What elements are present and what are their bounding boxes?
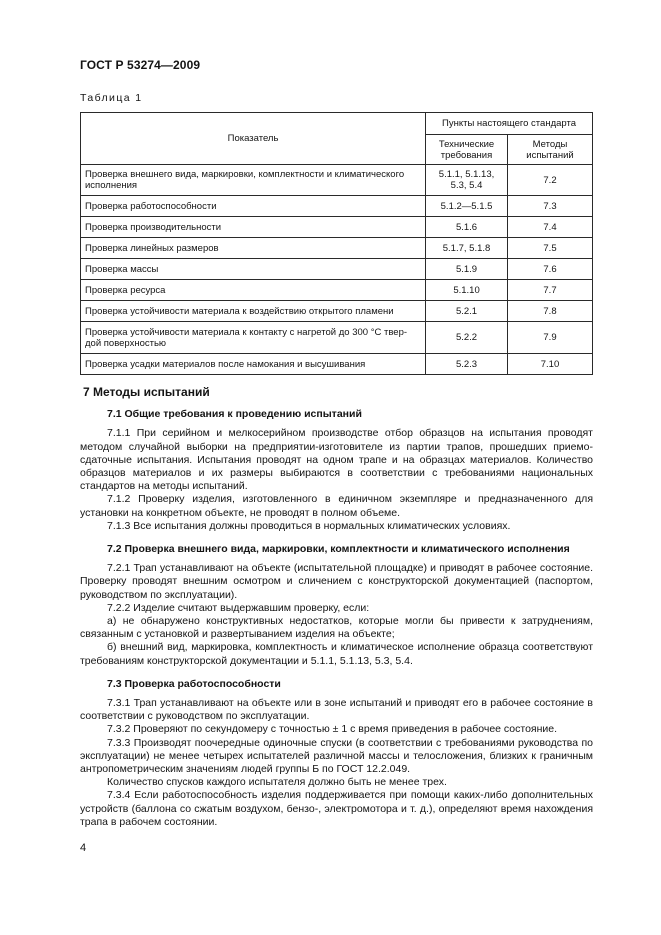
paragraph-7-2-2-b: б) внешний вид, маркировка, комплектность и климатическое исполнение образца соответствуют требованиям конструкторской документации и 5.1.1, 5.1.13, 5.3, 5.4. [80,641,593,667]
table-caption: Таблица 1 [80,92,143,104]
row-name: Проверка устойчивости материала к воздействию открытого пламени [81,301,426,322]
row-requirements: 5.2.1 [426,301,508,322]
row-method: 7.6 [508,259,593,280]
paragraph-7-2-2: 7.2.2 Изделие считают выдержавшим проверку, если: [107,601,370,614]
paragraph-7-3-3: 7.3.3 Производят поочередные одиночные спуски (в соответствии с требованиями руководства по эксплуатации) не менее четырех испытателей различной массы и телосложения, близких к граничным антропометрическим значениям людей группы Б по ГОСТ 12.2.049. [80,736,593,776]
table-row [81,322,593,354]
row-requirements: 5.1.1, 5.1.13, 5.3, 5.4 [426,165,508,196]
table-row [81,280,593,301]
row-requirements: 5.1.9 [426,259,508,280]
table-row [81,259,593,280]
row-requirements: 5.1.10 [426,280,508,301]
paragraph-7-1-1: 7.1.1 При серийном и мелкосерийном производстве отбор образцов на испытания проводят методом случайной выборки на предприятии-изготовителе из партии трапов, прошедших приемо-сдаточные испытания. Испытания проводят на одном трапе и на образцах материалов. Количество образцов материалов и их размеры выбираются в соответствии с требованиями национальных стандартов на методы испытаний. [80,427,593,493]
paragraph-7-2-1: 7.2.1 Трап устанавливают на объекте (испытательной площадке) и приводят в рабочее состояние. Проверку проводят внешним осмотром и сличением с конструкторской документацией (паспортом, руководством по эксплуатации). [80,562,593,601]
row-name: Проверка усадки материалов после намокания и высушивания [81,354,426,375]
row-requirements: 5.2.2 [426,322,508,354]
table-row [81,196,593,217]
row-method: 7.3 [508,196,593,217]
column-header-methods: Методы испытаний [508,135,593,165]
table-row [81,165,593,196]
row-method: 7.8 [508,301,593,322]
column-header-requirements: Технические требования [426,135,508,165]
paragraph-7-1-3: 7.1.3 Все испытания должны проводиться в нормальных климатических условиях. [107,519,511,532]
row-name: Проверка производительности [81,217,426,238]
subsection-7-1-title: 7.1 Общие требования к проведению испытаний [107,408,362,421]
section-7-body [80,386,593,829]
page-number: 4 [80,842,87,854]
requirements-table [80,112,593,375]
table-row [81,301,593,322]
row-name: Проверка массы [81,259,426,280]
row-method: 7.5 [508,238,593,259]
row-name: Проверка работоспособности [81,196,426,217]
row-method: 7.4 [508,217,593,238]
row-name: Проверка линейных размеров [81,238,426,259]
row-method: 7.9 [508,322,593,354]
paragraph-7-1-2: 7.1.2 Проверку изделия, изготовленного в единичном экземпляре и предназначенного для установки на конкретном объекте, не проводят в полном объеме. [80,493,593,519]
paragraph-7-3-4: 7.3.4 Если работоспособность изделия поддерживается при помощи каких-либо дополнительных устройств (баллона со сжатым воздухом, бензо-, электромотора и т. д.), определяют время нахождения трапа в рабочем состоянии. [80,789,593,828]
paragraph-7-3-1: 7.3.1 Трап устанавливают на объекте или в зоне испытаний и приводят его в рабочее состояние в соответствии с руководством по эксплуатации. [80,697,593,723]
row-name: Проверка внешнего вида, маркировки, комплектности и климатического исполнения [81,165,426,196]
subsection-7-3-title: 7.3 Проверка работоспособности [107,677,281,690]
row-requirements: 5.1.2—5.1.5 [426,196,508,217]
paragraph-7-2-2-a: а) не обнаружено конструктивных недостатков, которые могли бы привести к затруднениям, связанным с установкой и развертыванием изделия на объекте; [80,615,593,641]
row-requirements: 5.1.7, 5.1.8 [426,238,508,259]
subsection-7-2-title: 7.2 Проверка внешнего вида, маркировки, комплектности и климатического исполнения [107,543,570,556]
row-method: 7.2 [508,165,593,196]
row-name: Проверка устойчивости материала к контакту с нагретой до 300 °С твер-дой поверхностью [81,322,426,354]
row-method: 7.10 [508,354,593,375]
table-row [81,354,593,375]
column-header-group: Пункты настоящего стандарта [426,113,593,135]
section-7-title: 7 Методы испытаний [83,385,210,399]
table-row [81,238,593,259]
paragraph-7-3-3-b: Количество спусков каждого испытателя должно быть не менее трех. [107,776,447,789]
row-method: 7.7 [508,280,593,301]
row-requirements: 5.1.6 [426,217,508,238]
table-row [81,217,593,238]
column-header-indicator: Показатель [81,113,426,165]
row-name: Проверка ресурса [81,280,426,301]
row-requirements: 5.2.3 [426,354,508,375]
paragraph-7-3-2: 7.3.2 Проверяют по секундомеру с точностью ± 1 с время приведения в рабочее состояние. [107,723,558,736]
document-header: ГОСТ Р 53274—2009 [80,58,201,72]
